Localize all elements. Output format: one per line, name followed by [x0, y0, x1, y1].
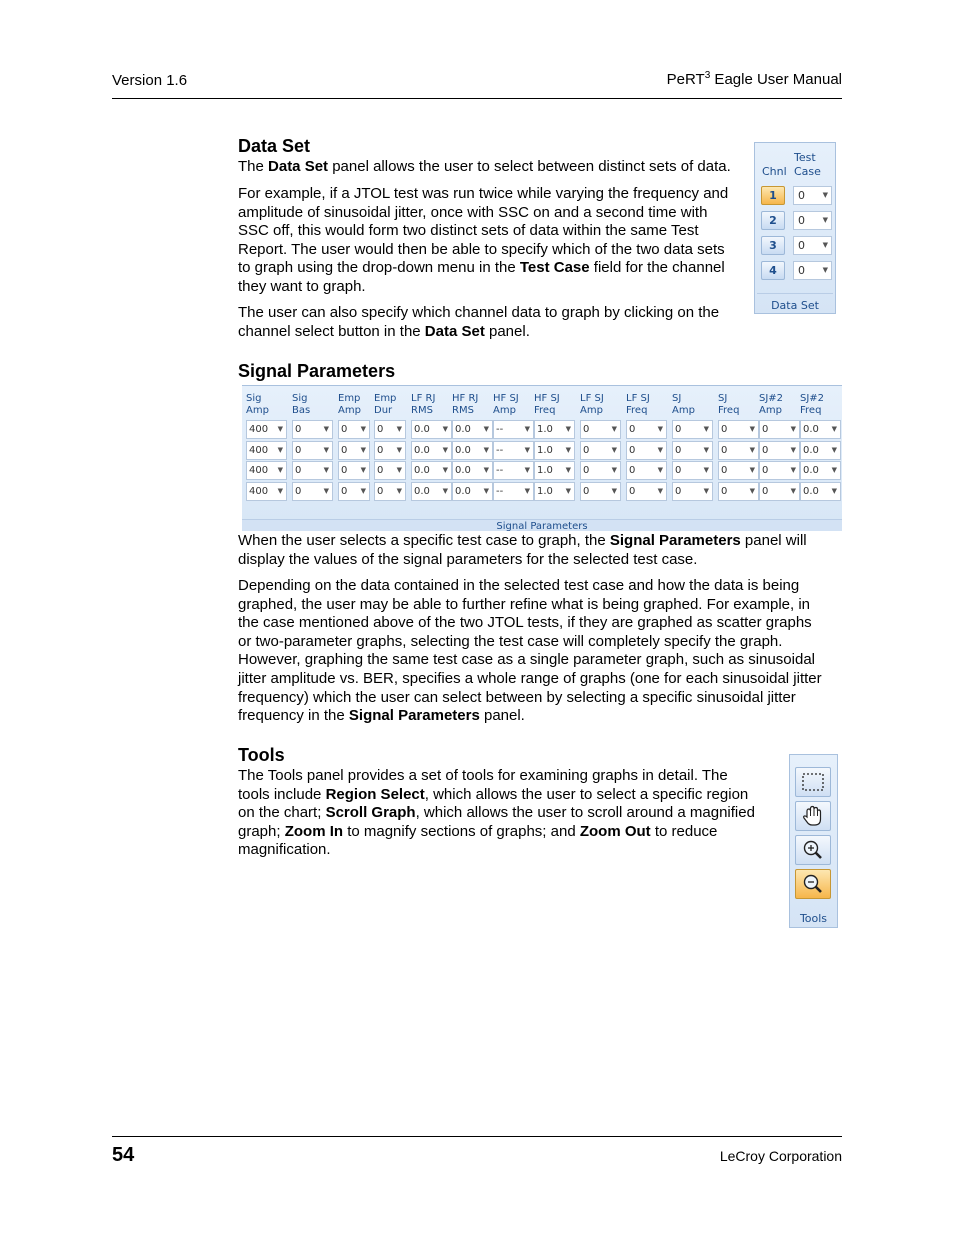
chevron-down-icon: ▼ [396, 446, 402, 454]
chevron-down-icon: ▼ [822, 216, 828, 224]
param-dropdown[interactable]: 0 ▼ [759, 482, 800, 501]
param-dropdown[interactable]: 0.0 ▼ [452, 482, 493, 501]
param-dropdown[interactable]: 0 ▼ [672, 420, 713, 439]
param-dropdown[interactable]: 0 ▼ [580, 420, 621, 439]
param-dropdown[interactable]: -- ▼ [493, 461, 534, 480]
param-dropdown[interactable]: 0 ▼ [580, 482, 621, 501]
chevron-down-icon: ▼ [703, 425, 709, 433]
chevron-down-icon: ▼ [442, 487, 448, 495]
chevron-down-icon: ▼ [524, 425, 530, 433]
param-dropdown[interactable]: 1.0 ▼ [534, 420, 575, 439]
param-dropdown[interactable]: 0 ▼ [338, 461, 370, 480]
chevron-down-icon: ▼ [323, 425, 329, 433]
param-dropdown[interactable]: 400 ▼ [246, 482, 287, 501]
chevron-down-icon: ▼ [611, 425, 617, 433]
chevron-down-icon: ▼ [611, 446, 617, 454]
footer-company: LeCroy Corporation [719, 1148, 842, 1164]
chevron-down-icon: ▼ [524, 466, 530, 474]
chevron-down-icon: ▼ [396, 487, 402, 495]
param-column-header: Emp Amp [338, 393, 361, 416]
chevron-down-icon: ▼ [790, 487, 796, 495]
test-case-dropdown-4[interactable]: 0 ▼ [793, 261, 832, 280]
param-dropdown[interactable]: 0 ▼ [626, 482, 667, 501]
param-dropdown[interactable]: 0 ▼ [672, 441, 713, 460]
chevron-down-icon: ▼ [657, 425, 663, 433]
chevron-down-icon: ▼ [524, 487, 530, 495]
param-column-header: HF SJ Freq [534, 393, 560, 416]
scroll-hand-icon [800, 804, 826, 828]
chevron-down-icon: ▼ [360, 487, 366, 495]
chevron-down-icon: ▼ [442, 425, 448, 433]
region-select-icon [800, 770, 826, 794]
test-header: Test [794, 151, 816, 164]
signal-parameters-heading: Signal Parameters [238, 361, 396, 381]
param-dropdown[interactable]: 0.0 ▼ [800, 420, 841, 439]
channel-button-4[interactable]: 4 [761, 261, 785, 280]
param-dropdown[interactable]: 0 ▼ [338, 482, 370, 501]
chevron-down-icon: ▼ [277, 446, 283, 454]
param-column-header: SJ Freq [718, 393, 740, 416]
data-set-panel [754, 142, 836, 314]
param-dropdown[interactable]: 1.0 ▼ [534, 482, 575, 501]
param-dropdown[interactable]: 0 ▼ [718, 420, 759, 439]
param-column-header: SJ Amp [672, 393, 695, 416]
chevron-down-icon: ▼ [360, 446, 366, 454]
param-dropdown[interactable]: 0 ▼ [672, 461, 713, 480]
chevron-down-icon: ▼ [790, 466, 796, 474]
chevron-down-icon: ▼ [524, 446, 530, 454]
chevron-down-icon: ▼ [360, 466, 366, 474]
chevron-down-icon: ▼ [831, 446, 837, 454]
chevron-down-icon: ▼ [703, 466, 709, 474]
chevron-down-icon: ▼ [749, 487, 755, 495]
param-dropdown[interactable]: 0.0 ▼ [452, 461, 493, 480]
chevron-down-icon: ▼ [565, 425, 571, 433]
header-rule [112, 98, 842, 99]
param-dropdown[interactable]: 0 ▼ [718, 482, 759, 501]
param-dropdown[interactable]: 0 ▼ [338, 441, 370, 460]
param-column-header: Sig Bas [292, 393, 311, 416]
param-dropdown[interactable]: 0.0 ▼ [452, 420, 493, 439]
chevron-down-icon: ▼ [831, 487, 837, 495]
chevron-down-icon: ▼ [703, 487, 709, 495]
param-dropdown[interactable]: 0 ▼ [626, 420, 667, 439]
data-set-example: For example, if a JTOL test was run twice while varying the frequency and amplitude of sinusoidal jitter, once with SSC on and a second time with SSC off, this would form two distinct sets of data within the same Test Report. The user would then be able to specify which of the two data sets to graph using the drop-down menu in the Test Case field for the channel they want to graph. [238, 185, 729, 295]
data-set-intro: The Data Set panel allows the user to select between distinct sets of data. [238, 158, 731, 175]
zoom-out-icon [800, 872, 826, 896]
param-dropdown[interactable]: 0 ▼ [626, 461, 667, 480]
footer-rule [112, 1136, 842, 1137]
scroll-graph-button[interactable] [795, 801, 831, 831]
channel-button-2[interactable]: 2 [761, 211, 785, 230]
chevron-down-icon: ▼ [323, 487, 329, 495]
param-dropdown[interactable]: 0 ▼ [626, 441, 667, 460]
param-column-header: LF SJ Freq [626, 393, 650, 416]
param-dropdown[interactable]: -- ▼ [493, 441, 534, 460]
signal-parameters-detail: Depending on the data contained in the selected test case and how the data is being graphed, the user may be able to further refine what is being graphed. For example, in the case mentioned above of the two JTOL tests, if they are graphed as scatter graphs or two-parameter graphs, selecting the test case will completely specify the graph. However, graphing the same test case as a single parameter graph, such as sinusoidal jitter amplitude vs. BER, specifies a whole range of graphs (one for each sinusoidal jitter frequency) which the user can select between by selecting a specific sinusoidal jitter frequency in the Signal Parameters panel. [238, 577, 822, 725]
header-version: Version 1.6 [112, 72, 188, 89]
chevron-down-icon: ▼ [396, 466, 402, 474]
test-case-dropdown-1[interactable]: 0 ▼ [793, 186, 832, 205]
chevron-down-icon: ▼ [790, 446, 796, 454]
chevron-down-icon: ▼ [657, 466, 663, 474]
param-dropdown[interactable]: 400 ▼ [246, 420, 287, 439]
param-column-header: HF SJ Amp [493, 393, 519, 416]
chevron-down-icon: ▼ [277, 487, 283, 495]
param-column-header: SJ#2 Amp [759, 393, 784, 416]
param-dropdown[interactable]: 0.0 ▼ [411, 482, 452, 501]
param-dropdown[interactable]: 0 ▼ [374, 461, 406, 480]
data-set-channel-note: The user can also specify which channel data to graph by clicking on the channel select button in the Data Set panel. [238, 304, 720, 340]
channel-button-1[interactable]: 1 [761, 186, 785, 205]
param-column-header: Sig Amp [246, 393, 269, 416]
chevron-down-icon: ▼ [565, 446, 571, 454]
param-column-header: HF RJ RMS [452, 393, 479, 416]
tools-panel-label: Tools [799, 912, 828, 925]
chevron-down-icon: ▼ [831, 425, 837, 433]
chevron-down-icon: ▼ [565, 487, 571, 495]
chevron-down-icon: ▼ [360, 425, 366, 433]
param-dropdown[interactable]: 0 ▼ [374, 482, 406, 501]
chevron-down-icon: ▼ [749, 425, 755, 433]
zoom-out-button[interactable] [795, 869, 831, 899]
param-dropdown[interactable]: 1.0 ▼ [534, 441, 575, 460]
chevron-down-icon: ▼ [749, 466, 755, 474]
chevron-down-icon: ▼ [831, 466, 837, 474]
chevron-down-icon: ▼ [657, 446, 663, 454]
test-case-dropdown-3[interactable]: 0 ▼ [793, 236, 832, 255]
param-dropdown[interactable]: 0 ▼ [292, 461, 333, 480]
param-dropdown[interactable]: 0.0 ▼ [800, 482, 841, 501]
chevron-down-icon: ▼ [442, 446, 448, 454]
param-dropdown[interactable]: 0 ▼ [292, 420, 333, 439]
chevron-down-icon: ▼ [483, 425, 489, 433]
chevron-down-icon: ▼ [323, 466, 329, 474]
tools-heading: Tools [238, 745, 285, 765]
param-dropdown[interactable]: 0 ▼ [718, 461, 759, 480]
param-dropdown[interactable]: 0 ▼ [759, 461, 800, 480]
param-dropdown[interactable]: -- ▼ [493, 420, 534, 439]
channel-button-3[interactable]: 3 [761, 236, 785, 255]
param-dropdown[interactable]: 0.0 ▼ [452, 441, 493, 460]
chevron-down-icon: ▼ [822, 241, 828, 249]
chevron-down-icon: ▼ [790, 425, 796, 433]
param-column-header: SJ#2 Freq [800, 393, 825, 416]
param-dropdown[interactable]: 400 ▼ [246, 461, 287, 480]
page-number: 54 [112, 1144, 135, 1166]
chevron-down-icon: ▼ [277, 425, 283, 433]
header-manual-title: PeRT$^3$ Eagle User Manual [666, 70, 842, 88]
data-set-heading: Data Set [238, 136, 311, 156]
signal-parameters-panel [242, 385, 842, 531]
chevron-down-icon: ▼ [749, 446, 755, 454]
param-dropdown[interactable]: 0 ▼ [759, 441, 800, 460]
param-dropdown[interactable]: 0 ▼ [580, 461, 621, 480]
chnl-header: Chnl [762, 165, 787, 178]
region-select-button[interactable] [795, 767, 831, 797]
panel-divider [757, 293, 833, 294]
tools-panel [789, 754, 838, 928]
param-dropdown[interactable]: 0.0 ▼ [411, 441, 452, 460]
param-dropdown[interactable]: 0.0 ▼ [800, 441, 841, 460]
signal-parameters-intro: When the user selects a specific test case to graph, the Signal Parameters panel will display the values of the signal parameters for the selected test case. [238, 532, 807, 568]
param-dropdown[interactable]: 0 ▼ [672, 482, 713, 501]
param-dropdown[interactable]: 0.0 ▼ [411, 461, 452, 480]
chevron-down-icon: ▼ [483, 487, 489, 495]
param-dropdown[interactable]: 0 ▼ [338, 420, 370, 439]
param-dropdown[interactable]: 0 ▼ [292, 441, 333, 460]
zoom-in-button[interactable] [795, 835, 831, 865]
zoom-in-icon [800, 838, 826, 862]
param-column-header: LF RJ RMS [411, 393, 436, 416]
chevron-down-icon: ▼ [822, 266, 828, 274]
chevron-down-icon: ▼ [657, 487, 663, 495]
chevron-down-icon: ▼ [277, 466, 283, 474]
test-case-dropdown-2[interactable]: 0 ▼ [793, 211, 832, 230]
param-dropdown[interactable]: 0 ▼ [374, 441, 406, 460]
chevron-down-icon: ▼ [565, 466, 571, 474]
chevron-down-icon: ▼ [822, 191, 828, 199]
param-dropdown[interactable]: -- ▼ [493, 482, 534, 501]
param-dropdown[interactable]: 0 ▼ [580, 441, 621, 460]
param-dropdown[interactable]: 0 ▼ [374, 420, 406, 439]
param-dropdown[interactable]: 0 ▼ [292, 482, 333, 501]
case-header: Case [794, 165, 821, 178]
tools-description: The Tools panel provides a set of tools for examining graphs in detail. The tools include Region Select, which allows the user to select a specific region on the chart; Scroll Graph, which allows the user to scroll around a magnified graph; Zoom In to magnify sections of graphs; and Zoom Out to reduce magnification. [238, 767, 755, 859]
chevron-down-icon: ▼ [323, 446, 329, 454]
chevron-down-icon: ▼ [483, 466, 489, 474]
param-dropdown[interactable]: 0.0 ▼ [800, 461, 841, 480]
chevron-down-icon: ▼ [442, 466, 448, 474]
param-column-header: LF SJ Amp [580, 393, 604, 416]
chevron-down-icon: ▼ [483, 446, 489, 454]
param-dropdown[interactable]: 400 ▼ [246, 441, 287, 460]
param-dropdown[interactable]: 0 ▼ [759, 420, 800, 439]
chevron-down-icon: ▼ [611, 466, 617, 474]
chevron-down-icon: ▼ [611, 487, 617, 495]
param-dropdown[interactable]: 0 ▼ [718, 441, 759, 460]
data-set-panel-label: Data Set [771, 299, 819, 312]
chevron-down-icon: ▼ [703, 446, 709, 454]
param-dropdown[interactable]: 0.0 ▼ [411, 420, 452, 439]
param-column-header: Emp Dur [374, 393, 397, 416]
signal-parameters-panel-label: Signal Parameters [242, 519, 842, 531]
param-dropdown[interactable]: 1.0 ▼ [534, 461, 575, 480]
chevron-down-icon: ▼ [396, 425, 402, 433]
